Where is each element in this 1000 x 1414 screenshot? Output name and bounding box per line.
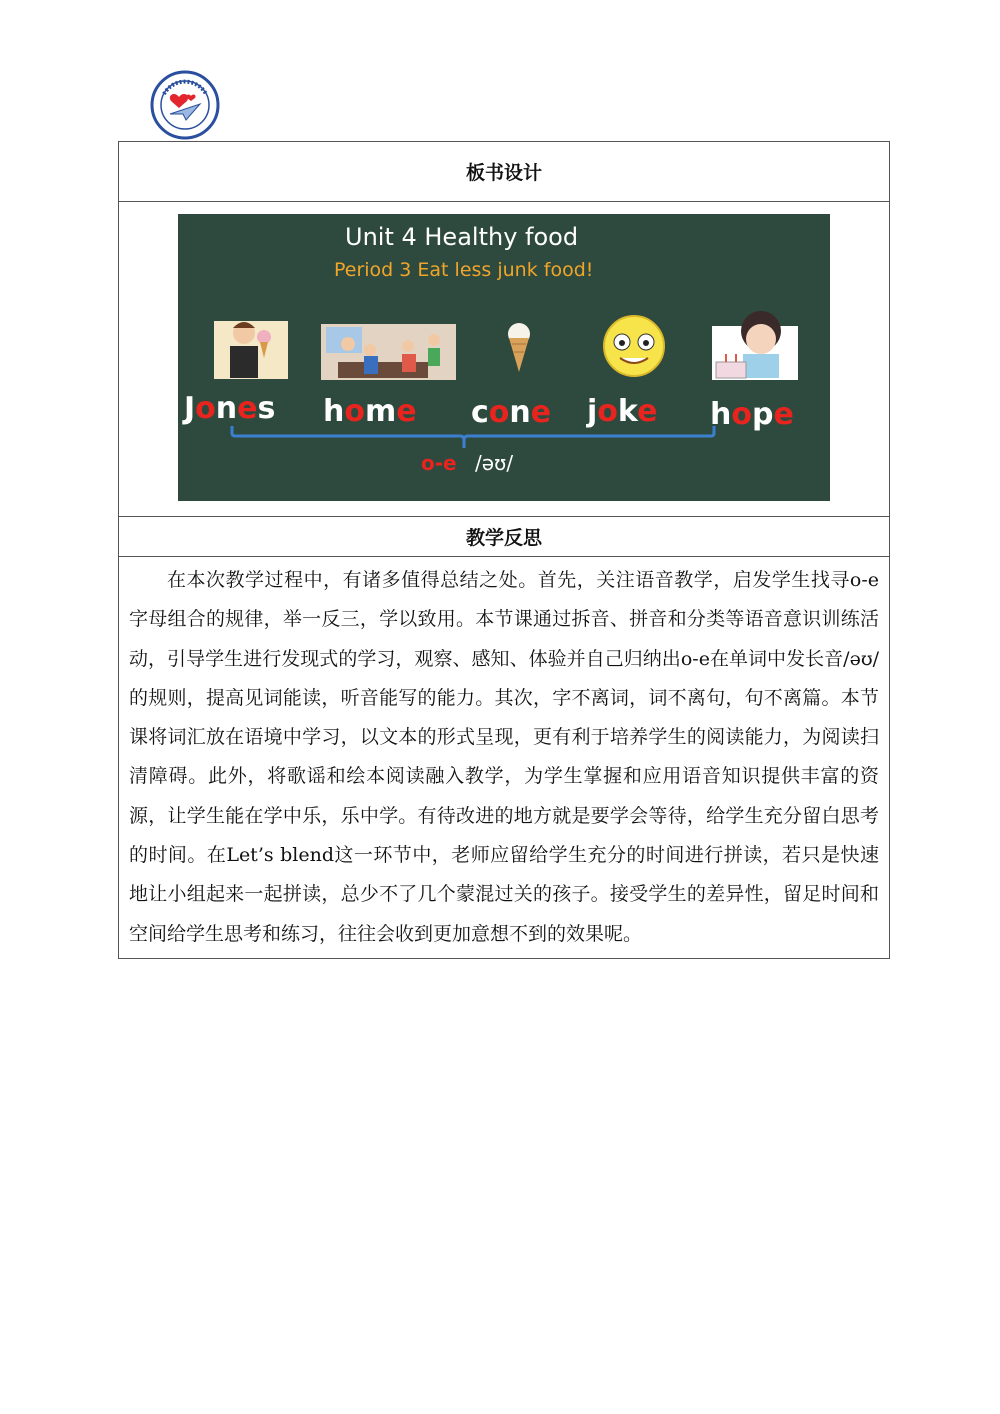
pattern-label: o-e bbox=[421, 451, 457, 475]
slide-canvas bbox=[178, 214, 830, 501]
word-letter: h bbox=[323, 394, 345, 429]
highlighted-letter: e bbox=[530, 395, 552, 430]
lesson-table bbox=[118, 141, 890, 959]
slide-subtitle: Period 3 Eat less junk food! bbox=[334, 259, 594, 281]
board-design-cell bbox=[119, 202, 889, 517]
slide-title: Unit 4 Healthy food bbox=[345, 223, 579, 251]
highlighted-letter: e bbox=[396, 394, 417, 429]
word-jones bbox=[182, 391, 275, 426]
word-letter: k bbox=[617, 394, 638, 429]
word-letter: m bbox=[364, 394, 397, 429]
word-letter: n bbox=[215, 391, 238, 426]
word-letter: s bbox=[257, 391, 276, 426]
family-home-picture bbox=[321, 324, 456, 380]
highlighted-letter: e bbox=[773, 397, 794, 432]
reflection-cell bbox=[119, 557, 889, 958]
reflection-paragraph: 在本次教学过程中，有诸多值得总结之处。首先，关注语音教学，启发学生找寻o-e字母组合的规律，举一反三，学以致用。本节课通过拆音、拼音和分类等语音意识训练活动，引导学生进行发现式的学习，观察、感知、体验并自己归纳出o-e在单词中发长音/əʊ/的规则，提高见词能读，听音能写的能力。其次，字不离词，词不离句，句不离篇。本节课将词汇放在语境中学习，以文本的形式呈现，更有利于培养学生的阅读能力，为阅读扫清障碍。此外，将歌谣和绘本阅读融入教学，为学生掌握和应用语音知识提供丰富的资源，让学生能在学中乐，乐中学。有待改进的地方就是要学会等待，给学生充分留白思考的时间。在Let’s blend这一环节中，老师应留给学生充分的时间进行拼读，若只是快速地让小组起来一起拼读，总少不了几个蒙混过关的孩子。接受学生的差异性，留足时间和空间给学生思考和练习，往往会收到更加意想不到的效果呢。 bbox=[129, 569, 879, 945]
school-logo bbox=[150, 70, 220, 140]
phonetic-label: /əʊ/ bbox=[475, 451, 514, 475]
highlighted-letter: o bbox=[344, 394, 365, 429]
highlighted-letter: e bbox=[237, 391, 258, 426]
boy-eating-picture bbox=[214, 321, 288, 379]
blackboard-slide bbox=[178, 214, 830, 501]
school-seal-icon bbox=[150, 70, 220, 140]
word-cone bbox=[471, 395, 551, 430]
joke-smiley-picture bbox=[604, 316, 664, 376]
word-home bbox=[323, 394, 417, 429]
word-letter: j bbox=[587, 394, 598, 429]
word-letter: n bbox=[509, 395, 531, 430]
word-hope bbox=[710, 397, 794, 432]
word-joke bbox=[586, 394, 657, 429]
board-design-header: 板书设计 bbox=[119, 142, 889, 202]
word-letter: c bbox=[471, 395, 489, 430]
word-letter: J bbox=[184, 391, 196, 426]
reflection-header: 教学反思 bbox=[119, 517, 889, 557]
highlighted-letter: o bbox=[488, 395, 510, 430]
highlighted-letter: o bbox=[195, 391, 216, 426]
word-letter: h bbox=[710, 397, 732, 432]
highlighted-letter: e bbox=[637, 394, 658, 429]
word-letter: p bbox=[751, 397, 774, 432]
highlighted-letter: o bbox=[597, 394, 618, 429]
highlighted-letter: o bbox=[731, 397, 752, 432]
